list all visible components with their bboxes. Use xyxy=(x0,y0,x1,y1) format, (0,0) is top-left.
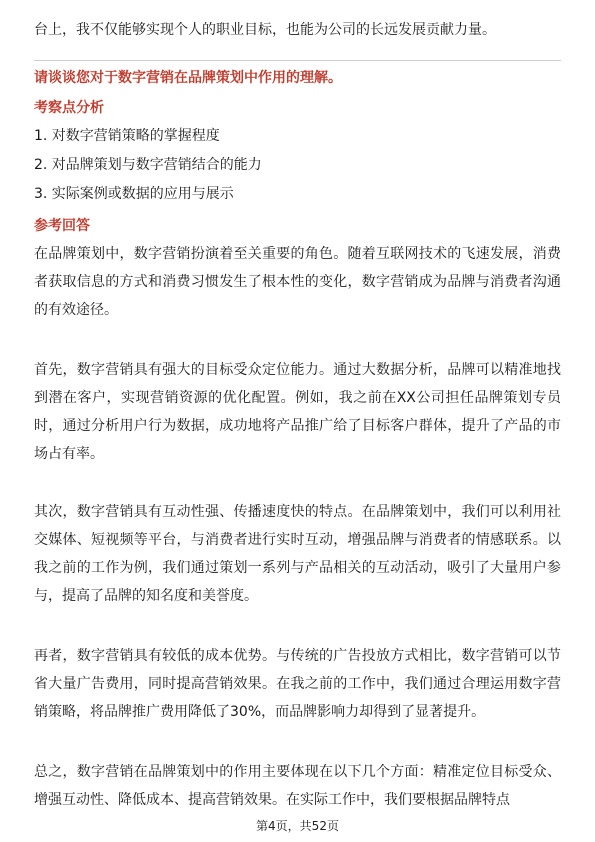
answer-paragraph: 其次，数字营销具有互动性强、传播速度快的特点。在品牌策划中，我们可以利用社交媒体、短视频等平台，与消费者进行实时互动，增强品牌与消费者的情感联系。以我之前的工作为例，我们通过策划一系列与产品相关的互动活动，吸引了大量用户参与，提高了品牌的知名度和美誉度。 xyxy=(34,504,561,604)
analysis-item: 3. 实际案例或数据的应用与展示 xyxy=(34,186,234,202)
continuation-text: 台上，我不仅能够实现个人的职业目标，也能为公司的长远发展贡献力量。 xyxy=(34,22,496,38)
answer-paragraph: 再者，数字营销具有较低的成本优势。与传统的广告投放方式相比，数字营销可以节省大量广告费用，同时提高营销效果。在我之前的工作中，我们通过合理运用数字营销策略，将品牌推广费用降低了30%，而品牌影响力却得到了显著提升。 xyxy=(34,648,561,720)
answer-paragraph: 在品牌策划中，数字营销扮演着至关重要的角色。随着互联网技术的飞速发展，消费者获取信息的方式和消费习惯发生了根本性的变化，数字营销成为品牌与消费者沟通的有效途径。 xyxy=(34,246,561,318)
answer-paragraph: 总之，数字营销在品牌策划中的作用主要体现在以下几个方面：精准定位目标受众、增强互动性、降低成本、提高营销效果。在实际工作中，我们要根据品牌特点 xyxy=(34,764,561,808)
divider xyxy=(34,60,561,61)
question-title: 请谈谈您对于数字营销在品牌策划中作用的理解。 xyxy=(34,70,342,86)
analysis-item: 2. 对品牌策划与数字营销结合的能力 xyxy=(34,157,262,173)
analysis-heading: 考察点分析 xyxy=(34,100,104,116)
answer-heading: 参考回答 xyxy=(34,218,90,234)
answer-paragraph: 首先，数字营销具有强大的目标受众定位能力。通过大数据分析，品牌可以精准地找到潜在客户，实现营销资源的优化配置。例如，我之前在XX公司担任品牌策划专员时，通过分析用户行为数据，成功地将产品推广给了目标客户群体，提升了产品的市场占有率。 xyxy=(34,362,561,462)
analysis-item: 1. 对数字营销策略的掌握程度 xyxy=(34,128,220,144)
page-number: 第4页，共52页 xyxy=(256,819,339,833)
